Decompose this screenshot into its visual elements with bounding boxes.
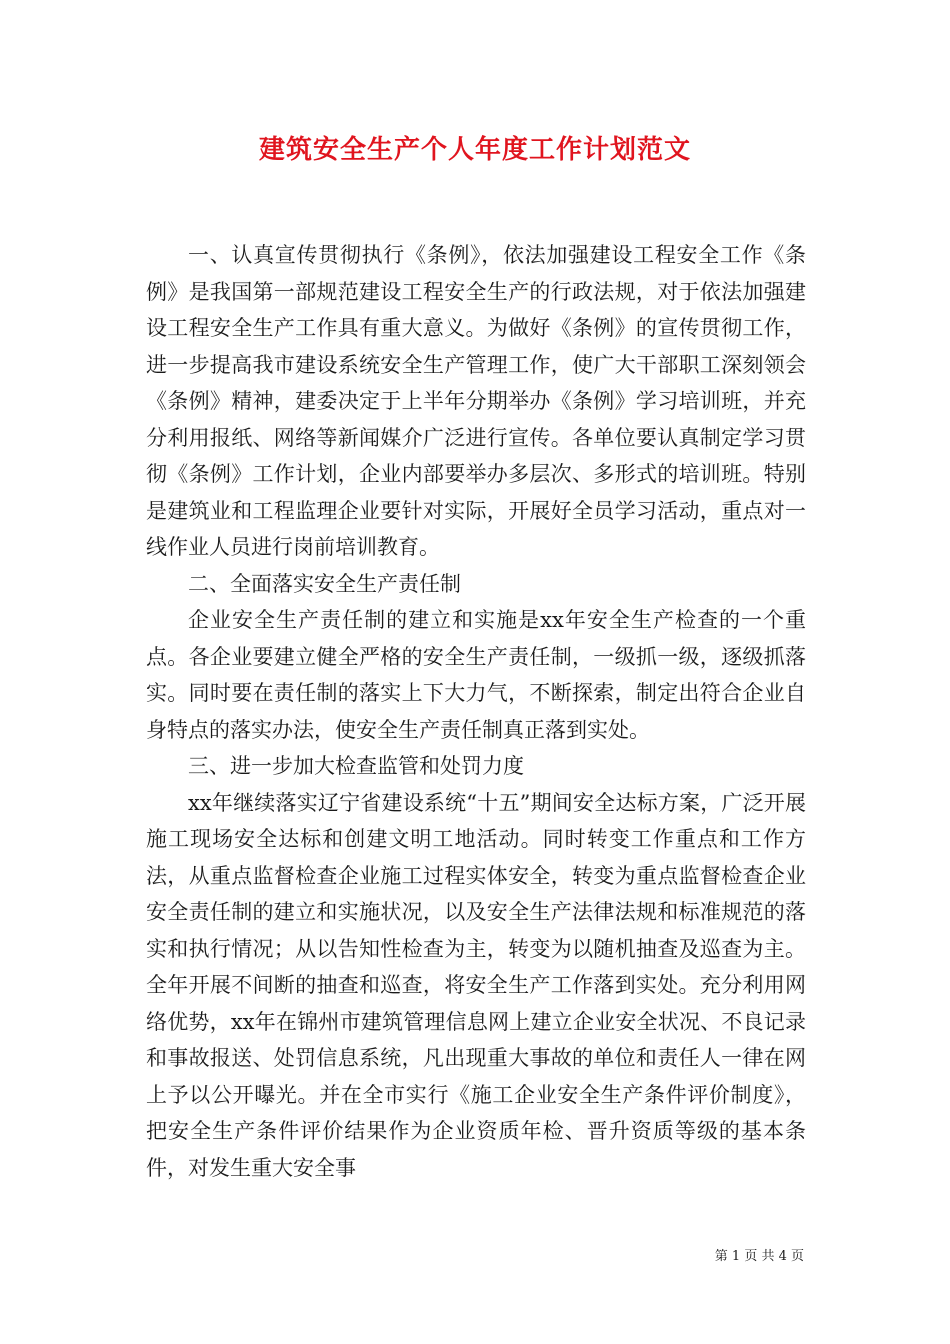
heading-section-3: 三、进一步加大检查监管和处罚力度 bbox=[188, 754, 524, 778]
document-body bbox=[146, 237, 806, 1186]
paragraph-section-1: 一、认真宣传贯彻执行《条例》，依法加强建设工程安全工作《条例》是我国第一部规范建设工程安全生产的行政法规，对于依法加强建设工程安全生产工作具有重大意义。为做好《条例》的宣传贯彻工作，进一步提高我市建设系统安全生产管理工作，使广大干部职工深刻领会《条例》精神，建委决定于上半年分期举办《条例》学习培训班，并充分利用报纸、网络等新闻媒介广泛进行宣传。各单位要认真制定学习贯彻《条例》工作计划，企业内部要举办多层次、多形式的培训班。特别是建筑业和工程监理企业要针对实际，开展好全员学习活动，重点对一线作业人员进行岗前培训教育。 bbox=[146, 243, 806, 559]
paragraph-section-3: xx年继续落实辽宁省建设系统“十五”期间安全达标方案，广泛开展施工现场安全达标和创建文明工地活动。同时转变工作重点和工作方法，从重点监督检查企业施工过程实体安全，转变为重点监督检查企业安全责任制的建立和实施状况，以及安全生产法律法规和标准规范的落实和执行情况；从以告知性检查为主，转变为以随机抽查及巡查为主。全年开展不间断的抽查和巡查，将安全生产工作落到实处。充分利用网络优势，xx年在锦州市建筑管理信息网上建立企业安全状况、不良记录和事故报送、处罚信息系统，凡出现重大事故的单位和责任人一律在网上予以公开曝光。并在全市实行《施工企业安全生产条件评价制度》，把安全生产条件评价结果作为企业资质年检、晋升资质等级的基本条件，对发生重大安全事 bbox=[146, 790, 806, 1180]
page-number: 第 1 页 共 4 页 bbox=[714, 1249, 804, 1264]
paragraph-section-2: 企业安全生产责任制的建立和实施是xx年安全生产检查的一个重点。各企业要建立健全严格的安全生产责任制，一级抓一级，逐级抓落实。同时要在责任制的落实上下大力气，不断探索，制定出符合企业自身特点的落实办法，使安全生产责任制真正落到实处。 bbox=[146, 608, 806, 742]
heading-section-2: 二、全面落实安全生产责任制 bbox=[188, 571, 461, 596]
document-title: 建筑安全生产个人年度工作计划范文 bbox=[258, 135, 691, 165]
